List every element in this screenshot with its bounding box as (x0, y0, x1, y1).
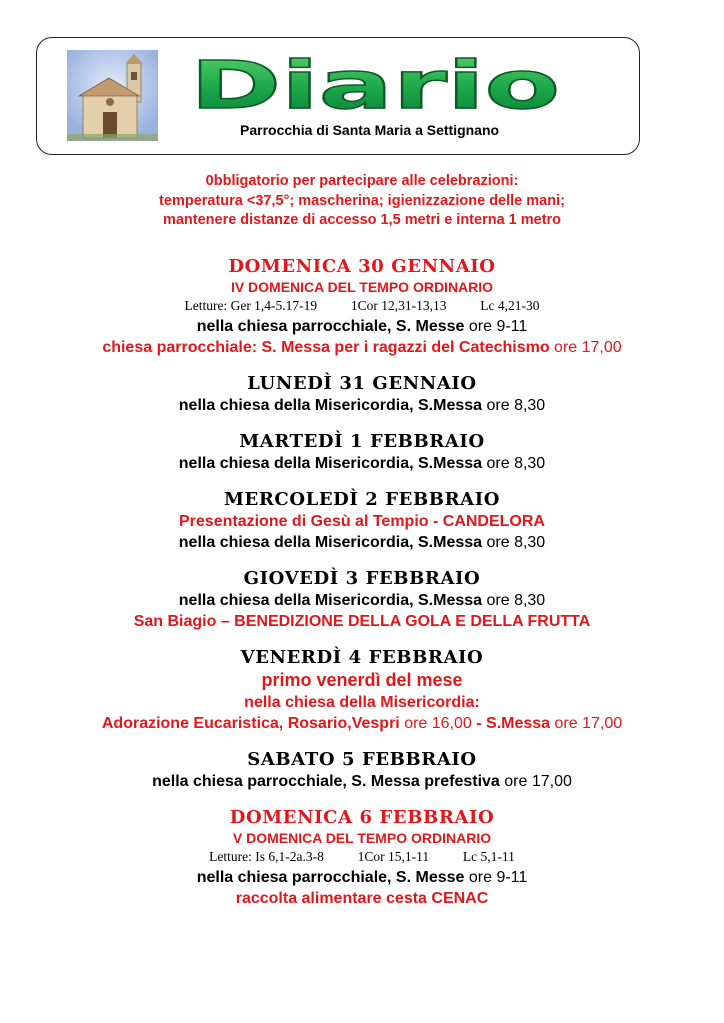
event-line: chiesa parrocchiale: S. Messa per i ragazzi del Catechismo ore 17,00 (102, 339, 622, 356)
day-title: LUNEDÌ 31 GENNAIO (247, 373, 477, 394)
event-line: nella chiesa parrocchiale, S. Messe ore 9-11 (196, 318, 528, 335)
event-line: nella chiesa della Misericordia, S.Messa ore 8,30 (178, 592, 546, 609)
day-tuesday-1-feb (0, 431, 724, 474)
event-line: nella chiesa della Misericordia, S.Messa ore 8,30 (178, 455, 546, 472)
diario-logo (185, 50, 565, 120)
day-sunday-6-feb (0, 807, 724, 909)
day-friday-4-feb (0, 647, 724, 734)
day-title: DOMENICA 30 GENNAIO (228, 256, 496, 277)
event-line: nella chiesa della Misericordia, S.Messa ore 8,30 (178, 534, 546, 551)
schedule (0, 256, 724, 909)
parish-name: Parrocchia di Santa Maria a Settignano (240, 122, 500, 138)
day-title: DOMENICA 6 FEBBRAIO (229, 807, 495, 828)
event-line: nella chiesa della Misericordia, S.Messa ore 8,30 (178, 397, 546, 414)
notice-line: temperatura <37,5°; mascherina; igienizzazione delle mani; (159, 192, 565, 209)
event-line: San Biagio – BENEDIZIONE DELLA GOLA E DELLA FRUTTA (133, 613, 591, 630)
day-saturday-5-feb (0, 749, 724, 792)
event-line: Presentazione di Gesù al Tempio - CANDELORA (179, 513, 545, 530)
day-wednesday-2-feb (0, 489, 724, 553)
day-title: GIOVEDÌ 3 FEBBRAIO (243, 568, 481, 589)
day-title: MARTEDÌ 1 FEBBRAIO (239, 431, 485, 452)
day-title: VENERDÌ 4 FEBBRAIO (240, 647, 484, 668)
event-line: Adorazione Eucaristica, Rosario,Vespri ore 16,00 - S.Messa ore 17,00 (101, 715, 623, 732)
day-sunday-30-jan (0, 256, 724, 358)
notice-block (0, 172, 724, 231)
event-line: raccolta alimentare cesta CENAC (235, 890, 489, 907)
svg-text:Diario: Diario (190, 50, 560, 120)
day-title: SABATO 5 FEBBRAIO (247, 749, 477, 770)
notice-line: 0bbligatorio per partecipare alle celebrazioni: (205, 173, 519, 189)
event-line: nella chiesa parrocchiale, S. Messe ore 9-11 (196, 869, 528, 886)
day-subtitle: IV DOMENICA DEL TEMPO ORDINARIO (230, 279, 494, 295)
readings: Letture: Ger 1,4-5.17-19 1Cor 12,31-13,13 Lc 4,21-30 (184, 298, 540, 313)
day-monday-31-jan (0, 373, 724, 416)
church-illustration (65, 48, 160, 143)
readings: Letture: Is 6,1-2a.3-8 1Cor 15,1-11 Lc 5,1-11 (209, 849, 515, 864)
header-box (36, 37, 640, 155)
day-title: MERCOLEDÌ 2 FEBBRAIO (223, 489, 501, 510)
event-line: primo venerdì del mese (261, 670, 463, 690)
day-thursday-3-feb (0, 568, 724, 632)
event-line: nella chiesa della Misericordia: (244, 694, 480, 711)
event-line: nella chiesa parrocchiale, S. Messa prefestiva ore 17,00 (152, 773, 572, 790)
day-subtitle: V DOMENICA DEL TEMPO ORDINARIO (232, 830, 492, 846)
notice-line: mantenere distanze di accesso 1,5 metri e interna 1 metro (162, 212, 562, 228)
